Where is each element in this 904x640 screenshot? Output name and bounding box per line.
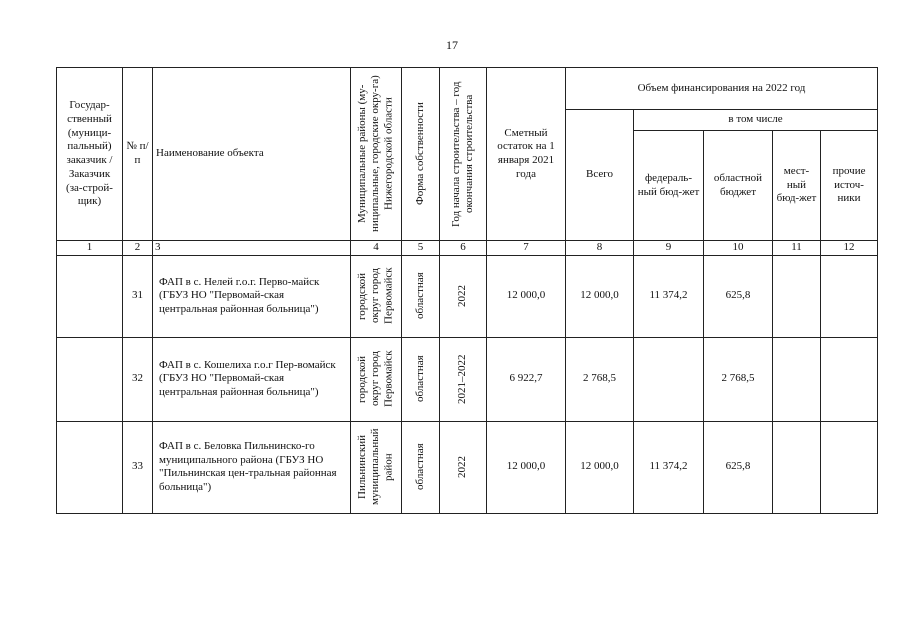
cell-years-text: 2021–2022: [456, 354, 469, 404]
column-numbers-row: [57, 241, 878, 256]
table-row: [57, 337, 878, 421]
table-row: [57, 421, 878, 513]
header-other: прочие источ-ники: [821, 131, 878, 241]
cell-years: [440, 421, 487, 513]
column-number: 6: [440, 241, 487, 256]
header-ownership-text: Форма собственности: [413, 102, 426, 206]
cell-number: 31: [123, 255, 153, 337]
cell-object-name: ФАП в с. Беловка Пильнинско-го муниципального района (ГБУЗ НО "Пильнинская цен-тральная районная больница"): [153, 421, 351, 513]
table-row: [57, 255, 878, 337]
cell-total: 12 000,0: [566, 255, 634, 337]
header-regional: областной бюджет: [704, 131, 773, 241]
cell-other: [821, 421, 878, 513]
header-customer: Государ-ственный (муници-пальный) заказчик / Заказчик (за-строй-щик): [57, 68, 123, 241]
column-number: 11: [773, 241, 821, 256]
column-number: 10: [704, 241, 773, 256]
header-district: [351, 68, 402, 241]
header-financing-group: Объем финансирования на 2022 год: [566, 68, 878, 110]
cell-ownership-text: областная: [413, 355, 426, 403]
column-number: 1: [57, 241, 123, 256]
cell-total: 12 000,0: [566, 421, 634, 513]
cell-regional: 625,8: [704, 255, 773, 337]
cell-object-name: ФАП в с. Кошелиха г.о.г Пер-вомайск (ГБУЗ НО "Первомай-ская центральная районная больница"): [153, 337, 351, 421]
column-number: 12: [821, 241, 878, 256]
cell-district-text: Пильнинский муниципальный район: [356, 428, 395, 506]
cell-years-text: 2022: [456, 285, 469, 308]
cell-years-text: 2022: [456, 456, 469, 479]
cell-ownership-text: областная: [413, 272, 426, 320]
cell-ownership: [402, 421, 440, 513]
column-number: 7: [487, 241, 566, 256]
cell-number: 32: [123, 337, 153, 421]
column-number: 9: [634, 241, 704, 256]
cell-federal: [634, 337, 704, 421]
cell-other: [821, 255, 878, 337]
cell-district: [351, 337, 402, 421]
cell-district: [351, 421, 402, 513]
column-number: 3: [153, 241, 351, 256]
cell-federal: 11 374,2: [634, 421, 704, 513]
cell-ownership-text: областная: [413, 443, 426, 491]
cell-number: 33: [123, 421, 153, 513]
header-estimated-balance: Сметный остаток на 1 января 2021 года: [487, 68, 566, 241]
cell-object-name: ФАП в с. Нелей г.о.г. Перво-майск (ГБУЗ НО "Первомай-ская центральная районная больница"): [153, 255, 351, 337]
cell-district: [351, 255, 402, 337]
cell-estimated-balance: 6 922,7: [487, 337, 566, 421]
cell-district-text: городской округ город Первомайск: [356, 350, 395, 408]
page-number: 17: [446, 38, 458, 52]
cell-district-text: городской округ город Первомайск: [356, 267, 395, 325]
cell-local: [773, 255, 821, 337]
header-district-text: Муниципальные районы (му-ниципальные, городские окру-га) Нижегородской области: [356, 75, 395, 233]
column-number: 8: [566, 241, 634, 256]
column-number: 4: [351, 241, 402, 256]
header-federal: федераль-ный бюд-жет: [634, 131, 704, 241]
cell-estimated-balance: 12 000,0: [487, 421, 566, 513]
column-number: 5: [402, 241, 440, 256]
cell-years: [440, 255, 487, 337]
cell-regional: 625,8: [704, 421, 773, 513]
cell-ownership: [402, 337, 440, 421]
header-local: мест-ный бюд-жет: [773, 131, 821, 241]
cell-customer: [57, 421, 123, 513]
header-ownership: [402, 68, 440, 241]
cell-customer: [57, 337, 123, 421]
cell-estimated-balance: 12 000,0: [487, 255, 566, 337]
header-including: в том числе: [634, 110, 878, 131]
header-number: № п/п: [123, 68, 153, 241]
cell-total: 2 768,5: [566, 337, 634, 421]
header-years: [440, 68, 487, 241]
column-number: 2: [123, 241, 153, 256]
cell-regional: 2 768,5: [704, 337, 773, 421]
cell-other: [821, 337, 878, 421]
cell-federal: 11 374,2: [634, 255, 704, 337]
cell-local: [773, 337, 821, 421]
cell-customer: [57, 255, 123, 337]
cell-ownership: [402, 255, 440, 337]
cell-years: [440, 337, 487, 421]
header-years-text: Год начала строительства – год окончания строительства: [449, 81, 475, 227]
header-object-name: Наименование объекта: [153, 68, 351, 241]
cell-local: [773, 421, 821, 513]
header-total: Всего: [566, 110, 634, 241]
financing-table: [56, 67, 878, 514]
